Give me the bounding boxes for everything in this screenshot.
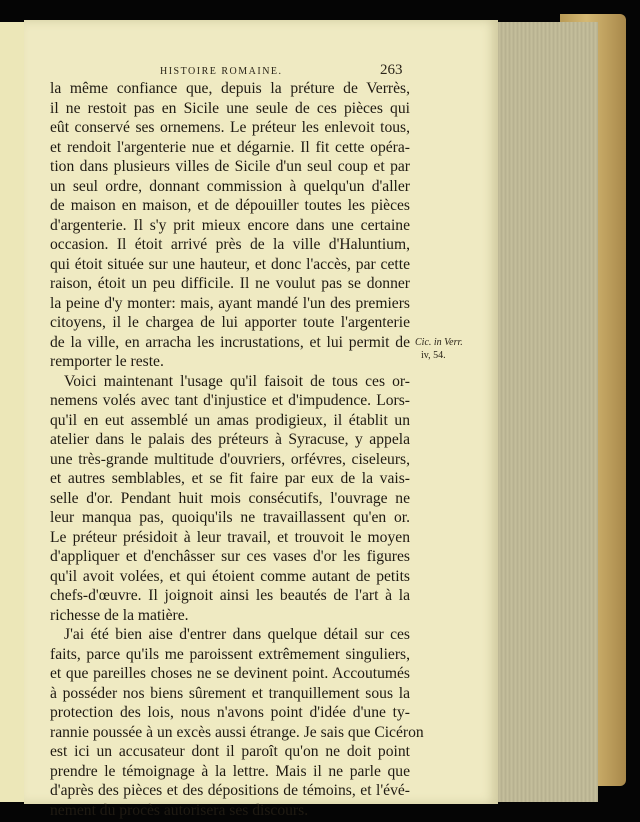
text-line: raison, étoit un peu difficile. Il ne voulut pas se donner (50, 275, 410, 292)
text-line: protection des lois, nous n'avons point d'idée d'une ty- (50, 704, 410, 721)
text-line: rannie poussée à un excès aussi étrange. Je sais que Cicéron (50, 723, 424, 741)
text-line: d'après des pièces et des dépositions de témoins, et l'évé- (50, 782, 410, 799)
text-line: à posséder nos biens sûrement et tranquillement sous la (50, 684, 410, 702)
text-line: de maison en maison, et de dépouiller toutes les pièces (50, 197, 410, 214)
text-line: richesse de la matière. (50, 606, 189, 624)
text-line: eût conservé ses ornemens. Le préteur les enlevoit tous, (50, 119, 410, 136)
margin-note-citation: Cic. in Verr. (415, 337, 463, 348)
page-edges (494, 22, 598, 802)
text-line: il ne restoit pas en Sicile une seule de ces pièces qui (50, 99, 410, 117)
text-line: prendre le témoignage à la lettre. Mais il ne parle que (50, 762, 410, 780)
text-line: tion dans plusieurs villes de Sicile d'un seul coup et par (50, 158, 410, 175)
text-line: et que pareilles choses ne se devinent point. Accoutumés (50, 665, 410, 682)
running-head: HISTOIRE ROMAINE. (160, 66, 283, 77)
text-line: la peine d'y monter: mais, ayant mandé l'un des premiers (50, 294, 410, 312)
page-number: 263 (380, 62, 403, 78)
margin-note-reference: iv, 54. (421, 350, 446, 361)
text-line: nemens volés avec tant d'injustice et d'impudence. Lors- (50, 392, 410, 409)
text-line: citoyens, il le chargea de lui apporter toute l'argenterie (50, 314, 410, 331)
text-line: J'ai été bien aise d'entrer dans quelque détail sur ces (64, 626, 410, 643)
text-line: et rendoit l'argenterie nue et dégarnie. Il fit cette opéra- (50, 138, 410, 156)
text-line: d'appliquer et d'enchâsser sur ces vases d'or les figures (50, 548, 410, 565)
text-line: qu'il avoit volées, et qui étoient comme autant de petits (50, 567, 410, 585)
text-line: qu'il en eut assemblé un amas prodigieux, il établit un (50, 411, 410, 429)
text-line: la même confiance que, depuis la préture de Verrès, (50, 80, 410, 97)
text-line: de la ville, en arracha les incrustations, et lui permit de (50, 333, 410, 351)
text-line: d'argenterie. Il s'y prit mieux encore dans une certaine (50, 216, 410, 234)
text-line: leur manqua pas, quoiqu'ils ne travaillassent qu'en or. (50, 509, 410, 526)
text-line: une très-grande multitude d'ouvriers, orfévres, ciseleurs, (50, 450, 410, 468)
text-line: remporter le reste. (50, 353, 164, 370)
left-page-edge (0, 22, 25, 802)
text-line: selle d'or. Pendant huit mois consécutifs, l'ouvrage ne (50, 489, 410, 507)
text-line: chefs-d'œuvre. Il joignoit ainsi les beautés de l'art à la (50, 587, 410, 604)
text-line: occasion. Il étoit arrivé près de la ville d'Haluntium, (50, 236, 410, 253)
text-line: nement du procès autorisera ses discours. (50, 801, 309, 819)
body-text (50, 79, 424, 820)
text-line: faits, parce qu'ils me paroissent extrêmement singuliers, (50, 645, 410, 663)
margin-note (415, 336, 463, 362)
text-line: et autres semblables, et se fit faire par eux de la vais- (50, 470, 410, 487)
text-line: un seul ordre, donnant commission à quelqu'un d'aller (50, 177, 410, 195)
text-line: Le préteur présidoit à leur travail, et trouvoit le moyen (50, 528, 410, 546)
text-line: Voici maintenant l'usage qu'il faisoit de tous ces or- (64, 372, 410, 390)
text-line: atelier dans le palais des préteurs à Syracuse, y appela (50, 431, 410, 448)
text-line: est ici un accusateur dont il paroît qu'on ne doit point (50, 743, 410, 760)
text-line: qui étoit située sur une hauteur, et donc l'accès, par cette (50, 255, 410, 273)
